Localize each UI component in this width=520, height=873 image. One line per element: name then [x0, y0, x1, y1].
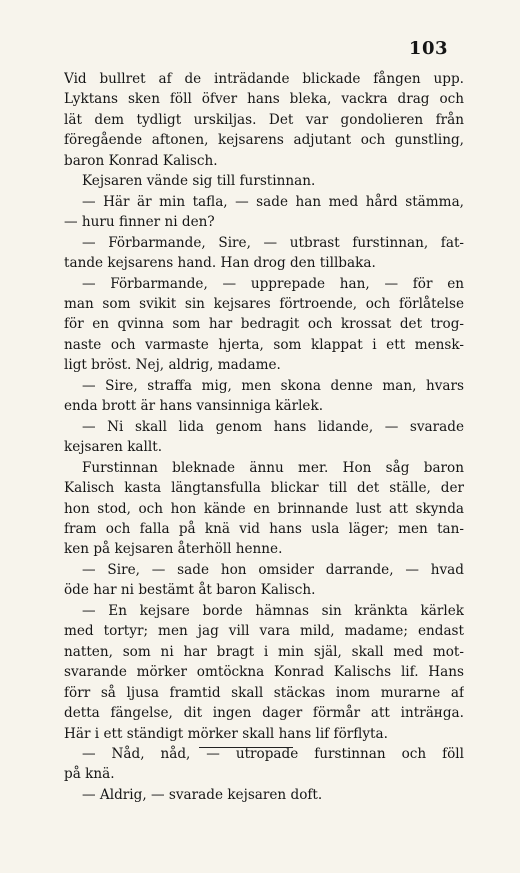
text-line: Här i ett ständigt mörker skall hans lif förflyta. — [64, 725, 388, 742]
text-line: svarande mörker omtöckna Konrad Kalischs lif. Hans — [64, 664, 464, 681]
text-line: öde har ni bestämt åt baron Kalisch. — [64, 582, 316, 599]
text-line: Kalisch kasta längtansfulla blickar till det ställe, der — [64, 480, 464, 497]
text-line: lät dem tydligt urskiljas. Det var gondolieren från — [64, 111, 464, 128]
text-line: Kejsaren vände sig till furstinnan. — [82, 173, 316, 190]
text-line: man som svikit sin kejsares förtroende, och förlåtelse — [64, 295, 464, 312]
text-line: Vid bullret af de inträdande blickade fången upp. — [64, 71, 464, 87]
text-line: naste och varmaste hjerta, som klappat i ett mensk- — [64, 336, 464, 353]
text-line: tande kejsarens hand. Han drog den tillbaka. — [64, 255, 376, 272]
text-line: — Förbarmande, — upprepade han, — för en — [82, 275, 464, 292]
page-number: 103 — [408, 38, 448, 59]
text-line: föregående aftonen, kejsarens adjutant och gunstling, — [64, 132, 464, 149]
text-line: — huru finner ni den? — [64, 214, 215, 231]
body-text — [64, 69, 464, 805]
text-line: — Nåd, nåd, — utropade furstinnan och föll — [82, 745, 464, 762]
text-line: fram och falla på knä vid hans usla läger; men tan- — [64, 520, 464, 537]
text-line: — Sire, — sade hon omsider darrande, — hvad — [82, 561, 464, 578]
text-line: hon stod, och hon kände en brinnande lust att skynda — [64, 500, 464, 517]
text-line: natten, som ni har bragt i min själ, skall med mot- — [64, 643, 464, 660]
text-line: på knä. — [64, 766, 115, 783]
text-line: förr så ljusa framtid skall stäckas inom murarne af — [64, 684, 464, 701]
text-line: med tortyr; men jag vill vara mild, madame; endast — [64, 623, 464, 640]
section-end-rule — [199, 747, 293, 748]
text-line: — Ni skall lida genom hans lidande, — svarade — [82, 418, 464, 435]
text-line: detta fängelse, dit ingen dager förmår att inträнga. — [64, 705, 464, 722]
text-line: — Här är min tafla, — sade han med hård stämma, — [82, 193, 464, 210]
text-line: enda brott är hans vansinniga kärlek. — [64, 398, 324, 415]
text-line: — Sire, straffa mig, men skona denne man, hvars — [82, 377, 464, 394]
text-line: baron Konrad Kalisch. — [64, 152, 218, 169]
text-line: kejsaren kallt. — [64, 439, 163, 456]
text-line: Furstinnan bleknade ännu mer. Hon såg baron — [82, 459, 464, 476]
text-line: Lyktans sken föll öfver hans bleka, vackra drag och — [64, 91, 464, 108]
text-line: — Förbarmande, Sire, — utbrast furstinnan, fat- — [82, 234, 464, 251]
text-line: ken på kejsaren återhöll henne. — [64, 541, 283, 558]
text-line: — Aldrig, — svarade kejsaren doft. — [82, 786, 323, 803]
text-line: — En kejsare borde hämnas sin kränkta kärlek — [82, 602, 464, 619]
text-line: för en qvinna som har bedragit och krossat det trog- — [64, 316, 464, 333]
text-line: ligt bröst. Nej, aldrig, madame. — [64, 357, 281, 374]
